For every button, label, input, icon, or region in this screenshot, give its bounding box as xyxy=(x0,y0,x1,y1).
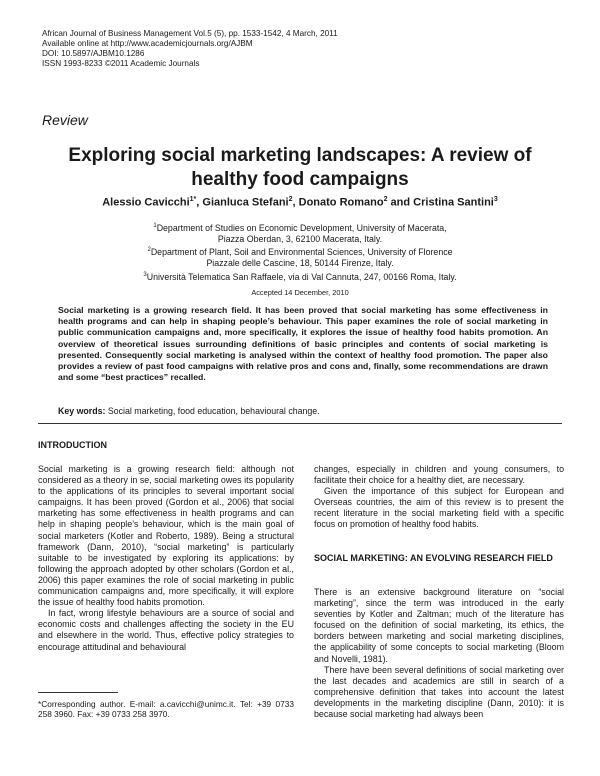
journal-citation: African Journal of Business Management Vol.5 (5), pp. 1533-1542, 4 March, 2011 xyxy=(42,29,338,38)
affiliation-mark: 1 xyxy=(153,223,157,229)
intro-paragraph: In fact, wrong lifestyle behaviours are a source of social and economic costs and challenges affecting the society in the EU and elsewhere in the world. Thus, effective policy strategies to encourage attitudinal and behavioural xyxy=(38,608,294,652)
author-name: Gianluca Stefani xyxy=(202,196,289,209)
author-separator: and xyxy=(387,196,414,209)
body-paragraph: There have been several definitions of social marketing over the last decades and academics are still in search of a comprehensive definition that takes into account the latest developments in the marketing discipline (Dann, 2010): it is because social marketing had always been xyxy=(314,664,564,720)
author-list xyxy=(40,196,560,209)
keywords-label: Key words: xyxy=(58,406,106,416)
body-paragraph: There is an extensive background literature on “social marketing”, since the term was introduced in the early seventies by Kotler and Zaltman; much of the literature has focused on the definition of social marketing, its ethics, the borders between marketing and social marketing disciplines, the applicability of some concepts to social marketing (Bloom and Novelli, 1981). xyxy=(314,587,564,664)
social-marketing-heading: SOCIAL MARKETING: AN EVOLVING RESEARCH FIELD xyxy=(314,553,553,563)
affiliation-mark: 3 xyxy=(143,271,147,278)
keywords xyxy=(58,406,320,416)
affiliation-line: Piazzale delle Cascine, 18, 50144 Firenze, Italy. xyxy=(206,258,394,269)
author-mark: 2 xyxy=(383,196,388,203)
abstract: Social marketing is a growing research field. It has been proved that social marketing has some effectiveness in health programs and can help in shaping people’s behaviour. This paper examines the role of social marketing in public communication campaigns and, more specifically, it explores the issue of healthy food habits promotion. An overview of theoretical issues surrounding definitions of basic principles and contents of social marketing is presented. Consequently social marketing is analysed within the context of healthy food promotion. The paper also provides a review of past food campaigns with relative pros and cons and, finally, some recommendations are drawn and some “best practices” recalled. xyxy=(58,305,548,383)
intro-paragraph: changes, especially in children and young consumers, to facilitate their choice for a healthy diet, are necessary. xyxy=(314,464,564,486)
affiliations xyxy=(40,221,560,283)
section-tag: Review xyxy=(42,112,88,128)
section-divider xyxy=(38,423,562,424)
author-mark: 1* xyxy=(189,196,197,203)
paper-title: Exploring social marketing landscapes: A review of healthy food campaigns xyxy=(68,145,532,190)
author-name: Cristina Santini xyxy=(413,196,494,209)
introduction-heading: INTRODUCTION xyxy=(38,440,107,450)
right-column-bottom xyxy=(314,587,564,720)
author-mark: 2 xyxy=(288,196,293,203)
affiliation-text: Università Telematica San Raffaele, via di Val Cannuta, 247, 00166 Roma, Italy. xyxy=(146,271,457,282)
affiliation-line xyxy=(40,221,560,234)
affiliation-mark: 2 xyxy=(147,247,151,254)
footnote-divider xyxy=(38,692,118,693)
affiliation-line xyxy=(40,245,560,258)
affiliation-line xyxy=(40,270,560,283)
author-separator: , xyxy=(196,196,203,209)
author-mark: 3 xyxy=(493,196,498,203)
author-name: Donato Romano xyxy=(298,196,384,209)
affiliation-text: Department of Studies on Economic Development, University of Macerata, xyxy=(156,222,447,233)
journal-issn: ISSN 1993-8233 ©2011 Academic Journals xyxy=(42,59,200,68)
intro-paragraph: Social marketing is a growing research field: although not considered as a theory in se, social marketing owes its popularity to the applications of its principles to several important social campaigns. It has been proved (Gordon et al., 2006) that social marketing has some effectiveness in health programs and can help in shaping people’s behaviour, which is the main goal of social marketers (Kotler and Roberto, 1989). Being a structural framework (Dann, 2010), “social marketing” is particularly suitable to be investigated by exploring its applications: by following the approach adopted by other scholars (Gordon et al., 2006) this paper examines the role of social marketing in public communication campaigns and, more specifically, it will explore the issue of healthy food habits promotion. xyxy=(38,464,294,608)
author-name: Alessio Cavicchi xyxy=(102,196,190,209)
journal-doi: DOI: 10.5897/AJBM10.1286 xyxy=(42,49,145,58)
author-separator: , xyxy=(292,196,299,209)
accepted-date: Accepted 14 December, 2010 xyxy=(251,288,349,297)
journal-header xyxy=(42,29,338,69)
affiliation-text: Department of Plant, Soil and Environmental Sciences, University of Florence xyxy=(150,247,453,258)
keywords-text: Social marketing, food education, behavioural change. xyxy=(107,406,320,416)
corresponding-author-footnote: *Corresponding author. E-mail: a.cavicchi@unimc.it. Tel: +39 0733 258 3960. Fax: +39 0733 258 3970. xyxy=(38,699,294,720)
journal-availability: Available online at http://www.academicjournals.org/AJBM xyxy=(42,39,253,48)
affiliation-line: Piazza Oberdan, 3, 62100 Macerata, Italy. xyxy=(217,234,383,245)
intro-paragraph: Given the importance of this subject for European and Overseas countries, the aim of this review is to present the recent literature in the social marketing field with a specific focus on promotion of healthy food habits. xyxy=(314,486,564,530)
left-column xyxy=(38,464,294,653)
right-column-top xyxy=(314,464,564,531)
